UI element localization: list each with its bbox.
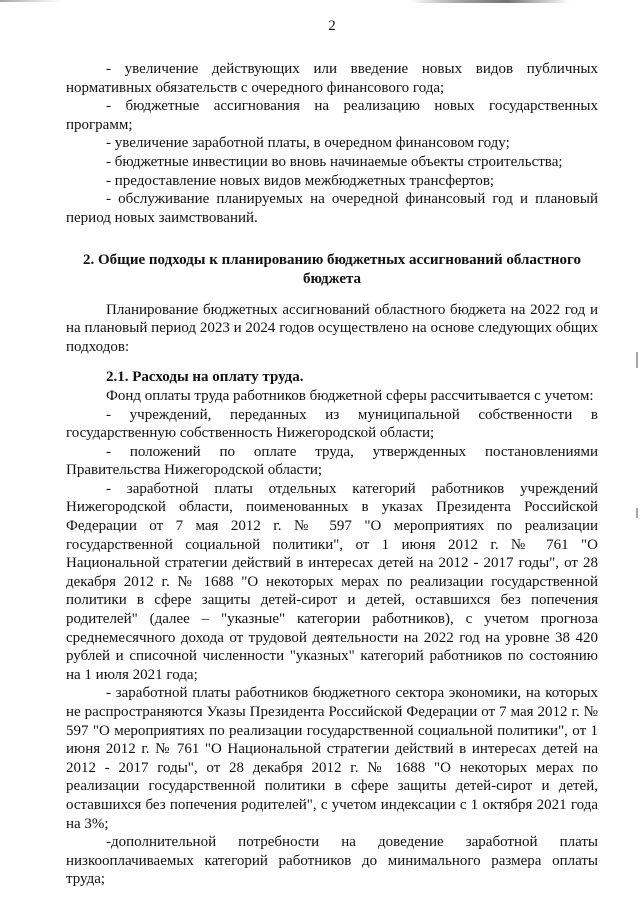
scan-artifact-top (410, 0, 570, 3)
section-intro: Планирование бюджетных ассигнований областного бюджета на 2022 год и на плановый период 2023 и 2024 годов осуществлено на основе следующих общих подходов: (66, 301, 598, 355)
subsection-lead: Фонд оплаты труда работников бюджетной сферы рассчитывается с учетом: (106, 387, 594, 404)
list-item: - увеличение действующих или введение новых видов публичных нормативных обязательств с очередного финансового года; (66, 61, 598, 96)
list-item: - предоставление новых видов межбюджетных трансфертов; (106, 172, 495, 189)
list-item: - заработной платы отдельных категорий работников учреждений Нижегородской области, поименованных в указах Президента Российской Федерации от 7 мая 2012 г. № 597 "О мероприятиях по реализации государственной социальной политики", от 1 июня 2012 г. № 761 "О Национальной стратегии действий в интересах детей на 2012 - 2017 годы", от 28 декабря 2012 г. № 1688 "О некоторых мерах по реализации государственной политики в сфере защиты детей-сирот и детей, оставшихся без попечения родителей" (далее – "указные" категории работников), с учетом прогноза среднемесячного дохода от трудовой деятельности на 2022 год на уровне 38 420 рублей и списочной численности "указных" категорий работников по состоянию на 1 июля 2021 года; (66, 480, 598, 683)
section-heading: 2. Общие подходы к планированию бюджетных ассигнований областного бюджета (83, 252, 581, 287)
list-item: - бюджетные инвестиции во вновь начинаемые объекты строительства; (106, 153, 563, 170)
list-item: - положений по оплате труда, утвержденных постановлениями Правительства Нижегородской области; (66, 443, 598, 479)
list-item: - учреждений, переданных из муниципальной собственности в государственную собственность Нижегородской области; (66, 406, 598, 442)
list-item: - обслуживание планируемых на очередной финансовый год и плановый период новых заимствований. (66, 191, 598, 226)
scan-artifact-left (0, 0, 60, 2)
subsection-list (66, 406, 598, 889)
scan-artifact-right (636, 352, 638, 368)
list-item: -дополнительной потребности на доведение заработной платы низкооплачиваемых категорий работников до минимального размера оплаты труда; (66, 834, 598, 888)
list-item: - заработной платы работников бюджетного сектора экономики, на которых не распространяются Указы Президента Российской Федерации от 7 мая 2012 г. № 597 "О мероприятиях по реализации государственной социальной политики", от 1 июня 2012 г. № 761 "О Национальной стратегии действий в интересах детей на 2012 - 2017 годы", от 28 декабря 2012 г. № 1688 "О некоторых мерах по реализации государственной политики в сфере защиты детей-сирот и детей, оставшихся без попечения родителей", с учетом индексации с 1 октября 2021 года на 3%; (66, 685, 598, 832)
intro-list (66, 60, 598, 227)
subsection-heading: 2.1. Расходы на оплату труда. (106, 369, 304, 386)
page-number: 2 (328, 18, 336, 34)
list-item: - увеличение заработной платы, в очередном финансовом году; (106, 135, 510, 152)
list-item: - бюджетные ассигнования на реализацию новых государственных программ; (66, 98, 598, 133)
scan-artifact-right (636, 508, 638, 518)
